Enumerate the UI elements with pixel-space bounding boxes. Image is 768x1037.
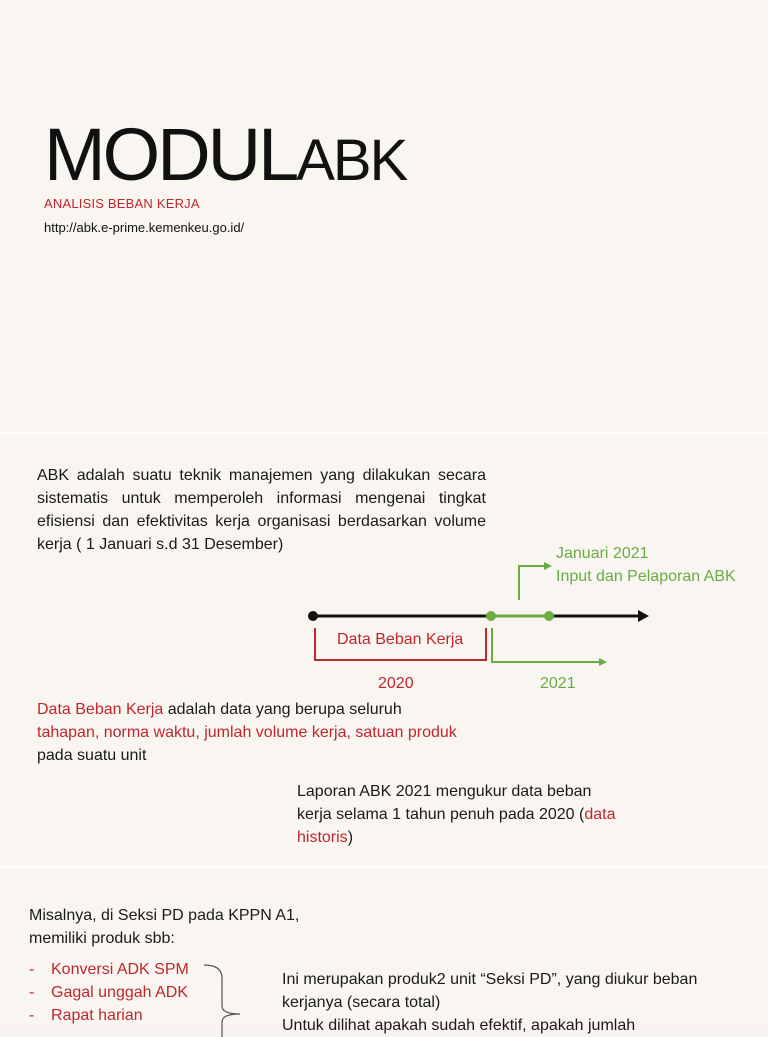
timeline-arrowhead xyxy=(638,610,649,622)
page-title xyxy=(44,113,407,196)
data-items: tahapan, norma waktu, jumlah volume kerja, satuan produk xyxy=(37,724,457,741)
report-highlight: data historis xyxy=(297,806,616,846)
data-middle: adalah data yang berupa seluruh xyxy=(163,701,402,718)
input-arrow xyxy=(519,566,545,600)
product-name: Gagal unggah ADK xyxy=(51,984,188,1001)
timeline-start-dot xyxy=(308,611,318,621)
example-slide xyxy=(0,868,768,1034)
input-label: Input dan Pelaporan ABK xyxy=(556,568,736,585)
example-explanation xyxy=(282,968,742,1037)
abk-definition: ABK adalah suatu teknik manajemen yang dilakukan secara sistematis untuk memperoleh informasi mengenai tingkat efisiensi dan efektivitas kerja organisasi berdasarkan volume kerja ( 1 Januari s.d 31 Desember) xyxy=(37,467,486,553)
report-description xyxy=(297,780,627,849)
title-slide xyxy=(0,0,768,432)
data-description xyxy=(37,698,457,767)
subtitle: ANALISIS BEBAN KERJA xyxy=(44,196,200,211)
year-2021-arrow xyxy=(492,628,600,662)
timeline-dot-input xyxy=(544,611,554,621)
list-dash: - xyxy=(29,1007,35,1024)
product-name: Konversi ADK SPM xyxy=(51,961,189,978)
year-2020: 2020 xyxy=(378,675,414,692)
example-intro: Misalnya, di Seksi PD pada KPPN A1, memiliki produk sbb: xyxy=(29,907,300,947)
input-date: Januari 2021 xyxy=(556,545,649,562)
timeline-dot-2021-start xyxy=(486,611,496,621)
product-name: Rapat harian xyxy=(51,1007,143,1024)
input-arrowhead xyxy=(544,562,552,570)
title-sub: ABK xyxy=(296,128,407,193)
data-beban-kerja-label: Data Beban Kerja xyxy=(337,631,464,648)
report-text: Laporan ABK 2021 mengukur data beban kerja selama 1 tahun penuh pada 2020 ( xyxy=(297,783,592,823)
year-2021-arrowhead xyxy=(599,658,607,666)
url-link[interactable]: http://abk.e-prime.kemenkeu.go.id/ xyxy=(44,220,245,235)
data-end: pada suatu unit xyxy=(37,747,147,764)
list-dash: - xyxy=(29,984,35,1001)
year-2021: 2021 xyxy=(540,675,576,692)
explanation-1: Ini merupakan produk2 unit “Seksi PD”, yang diukur beban kerjanya (secara total) xyxy=(282,971,698,1011)
list-dash: - xyxy=(29,961,35,978)
explanation-2: Untuk dilihat apakah sudah efektif, apakah jumlah xyxy=(282,1017,636,1034)
title-main: MODUL xyxy=(44,113,297,196)
data-term: Data Beban Kerja xyxy=(37,701,164,718)
brace-path xyxy=(204,965,240,1037)
definition-slide xyxy=(0,434,768,866)
report-close: ) xyxy=(347,829,354,846)
